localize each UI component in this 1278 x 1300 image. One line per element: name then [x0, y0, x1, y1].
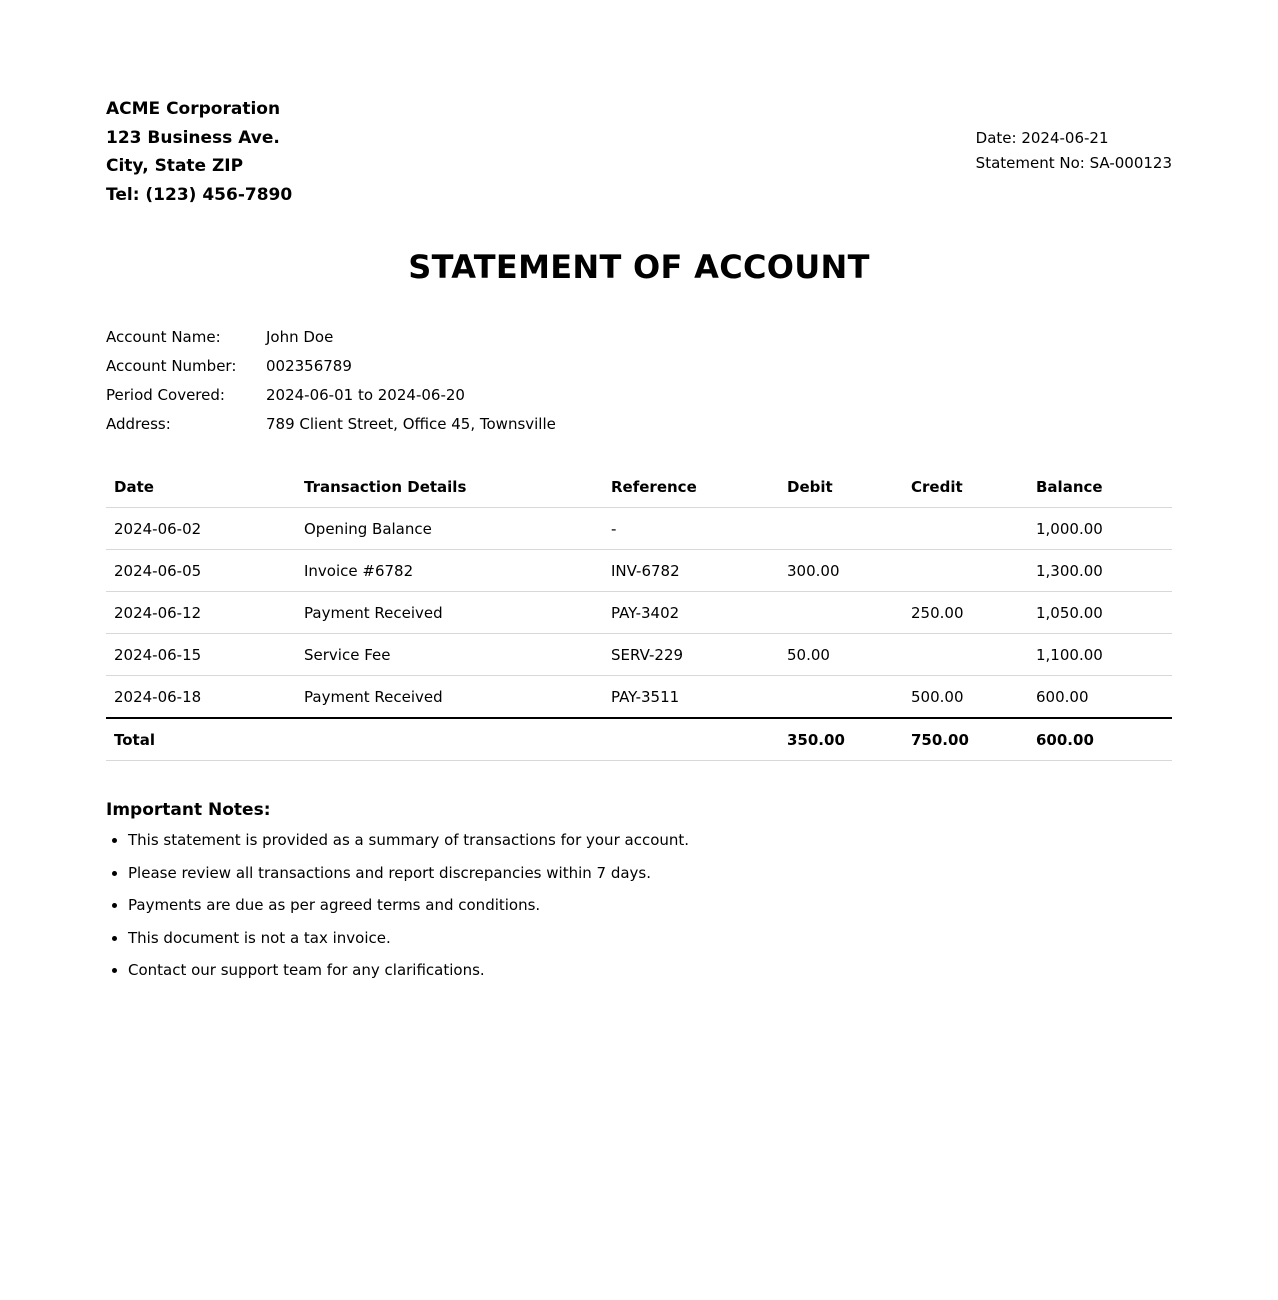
- cell-date: 2024-06-15: [106, 634, 296, 676]
- statement-number: Statement No: SA-000123: [975, 154, 1172, 172]
- cell-date: 2024-06-02: [106, 508, 296, 550]
- company-name: ACME Corporation: [106, 99, 281, 119]
- cell-debit: [779, 508, 903, 550]
- company-block: [106, 95, 292, 210]
- cell-reference: PAY-3511: [603, 676, 779, 719]
- cell-credit: [903, 508, 1028, 550]
- cell-details: Service Fee: [296, 634, 603, 676]
- total-label: Total: [106, 718, 296, 761]
- table-row: [106, 508, 1172, 550]
- table-row: [106, 634, 1172, 676]
- cell-date: 2024-06-12: [106, 592, 296, 634]
- cell-reference: PAY-3402: [603, 592, 779, 634]
- cell-date: 2024-06-18: [106, 676, 296, 719]
- table-header-row: [106, 466, 1172, 508]
- cell-credit: 500.00: [903, 676, 1028, 719]
- company-address-line2: City, State ZIP: [106, 156, 244, 177]
- cell-details: Payment Received: [296, 676, 603, 719]
- cell-balance: 1,100.00: [1028, 634, 1172, 676]
- account-info: [106, 323, 556, 439]
- statement-date: Date: 2024-06-21: [975, 129, 1109, 147]
- notes-heading: Important Notes:: [106, 800, 271, 820]
- cell-debit: [779, 592, 903, 634]
- note-item: • Contact our support team for any clarifications.: [128, 960, 689, 980]
- cell-details: Invoice #6782: [296, 550, 603, 592]
- important-notes: [106, 800, 689, 993]
- account-number-row: [106, 352, 556, 381]
- period-covered-label: Period Covered:: [106, 386, 225, 404]
- cell-credit: 250.00: [903, 592, 1028, 634]
- total-row: [106, 718, 1172, 761]
- cell-debit: 50.00: [779, 634, 903, 676]
- cell-reference: SERV-229: [603, 634, 779, 676]
- total-reference: [603, 718, 779, 761]
- cell-balance: 1,050.00: [1028, 592, 1172, 634]
- cell-details: Payment Received: [296, 592, 603, 634]
- column-header-date: Date: [106, 466, 296, 508]
- company-address-line1: 123 Business Ave.: [106, 127, 280, 148]
- statement-meta: [976, 126, 1172, 176]
- total-credit: 750.00: [903, 718, 1028, 761]
- note-item: • Please review all transactions and report discrepancies within 7 days.: [128, 863, 689, 883]
- table-row: [106, 676, 1172, 719]
- column-header-credit: Credit: [903, 466, 1028, 508]
- cell-debit: 300.00: [779, 550, 903, 592]
- transactions-table: [106, 466, 1172, 761]
- cell-credit: [903, 550, 1028, 592]
- address-value: 789 Client Street, Office 45, Townsville: [266, 415, 556, 433]
- cell-balance: 600.00: [1028, 676, 1172, 719]
- company-phone: Tel: (123) 456-7890: [106, 185, 293, 206]
- cell-balance: 1,000.00: [1028, 508, 1172, 550]
- table-row: [106, 550, 1172, 592]
- cell-balance: 1,300.00: [1028, 550, 1172, 592]
- total-balance: 600.00: [1028, 718, 1172, 761]
- account-number-label: Account Number:: [106, 357, 237, 375]
- address-label: Address:: [106, 415, 171, 433]
- notes-list: [106, 830, 689, 980]
- address-row: [106, 410, 556, 439]
- column-header-details: Transaction Details: [296, 466, 603, 508]
- total-details: [296, 718, 603, 761]
- table-row: [106, 592, 1172, 634]
- account-name-label: Account Name:: [106, 328, 221, 346]
- cell-debit: [779, 676, 903, 719]
- cell-reference: INV-6782: [603, 550, 779, 592]
- cell-date: 2024-06-05: [106, 550, 296, 592]
- column-header-reference: Reference: [603, 466, 779, 508]
- note-item: • This document is not a tax invoice.: [128, 928, 689, 948]
- cell-reference: -: [603, 508, 779, 550]
- account-name-value: John Doe: [266, 328, 334, 346]
- period-covered-value: 2024-06-01 to 2024-06-20: [266, 386, 465, 404]
- cell-credit: [903, 634, 1028, 676]
- account-name-row: [106, 323, 556, 352]
- note-item: • Payments are due as per agreed terms and conditions.: [128, 895, 689, 915]
- period-covered-row: [106, 381, 556, 410]
- note-item: • This statement is provided as a summary of transactions for your account.: [128, 830, 689, 850]
- page-title: STATEMENT OF ACCOUNT: [408, 248, 870, 286]
- column-header-balance: Balance: [1028, 466, 1172, 508]
- column-header-debit: Debit: [779, 466, 903, 508]
- total-debit: 350.00: [779, 718, 903, 761]
- account-number-value: 002356789: [266, 357, 352, 375]
- cell-details: Opening Balance: [296, 508, 603, 550]
